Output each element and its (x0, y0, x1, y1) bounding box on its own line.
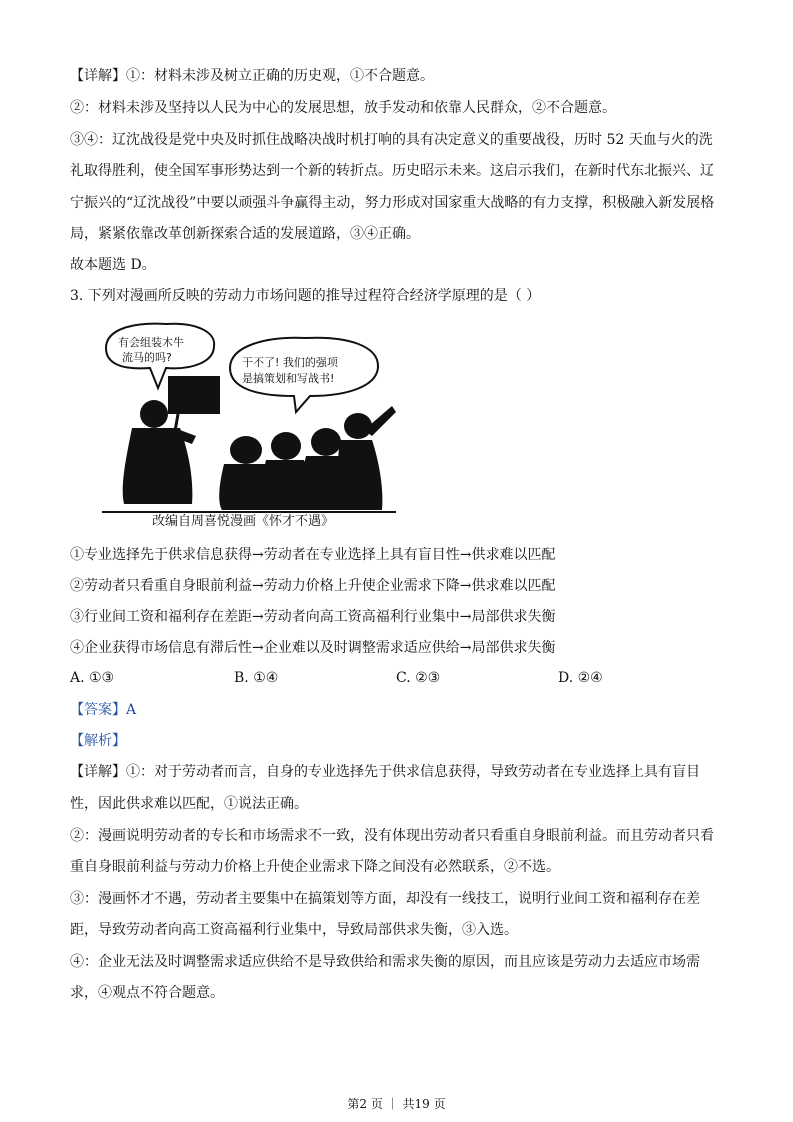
answer-line (70, 700, 136, 720)
option-c: C. ②③ (396, 670, 441, 686)
analysis-line: ②：漫画说明劳动者的专长和市场需求不一致，没有体现出劳动者只看重自身眼前利益。而且劳动者只看 (70, 828, 714, 844)
analysis-line: 性，因此供求难以匹配，①说法正确。 (70, 796, 308, 812)
option-d: D. ②④ (558, 670, 603, 686)
statement-2: ②劳动者只看重自身眼前利益→劳动力价格上升使企业需求下降→供求难以匹配 (70, 578, 556, 594)
speech-right-line: 是搞策划和写战书! (242, 372, 335, 385)
speech-left-line: 流马的吗? (122, 351, 172, 364)
analysis-line: ④：企业无法及时调整需求适应供给不是导致供给和需求失衡的原因，而且应该是劳动力去适应市场需 (70, 954, 700, 970)
statement-1: ①专业选择先于供求信息获得→劳动者在专业选择上具有盲目性→供求难以匹配 (70, 547, 556, 563)
analysis-line: ③：漫画怀才不遇，劳动者主要集中在搞策划等方面，却没有一线技工，说明行业间工资和福利存在差 (70, 891, 700, 907)
analysis-line: 距，导致劳动者向高工资高福利行业集中，导致局部供求失衡，③入选。 (70, 922, 518, 938)
answer-options (70, 668, 730, 688)
page-footer: 第2 页 ｜ 共19 页 (347, 1097, 446, 1111)
explanation-line: 局，紧紧依靠改革创新探索合适的发展道路，③④正确。 (70, 226, 420, 242)
statement-3: ③行业间工资和福利存在差距→劳动者向高工资高福利行业集中→局部供求失衡 (70, 609, 556, 625)
sign-board (168, 376, 220, 414)
crowd-figures (219, 406, 396, 510)
cartoon-caption: 改编自周喜悦漫画《怀才不遇》 (152, 514, 335, 529)
explanation-line: ②：材料未涉及坚持以人民为中心的发展思想，放手发动和依靠人民群众，②不合题意。 (70, 100, 616, 116)
conclusion-line: 故本题选 D。 (70, 257, 156, 273)
analysis-line: 【详解】①：对于劳动者而言，自身的专业选择先于供求信息获得，导致劳动者在专业选择上具有盲目 (70, 764, 700, 780)
cartoon-illustration (96, 318, 426, 540)
option-b: B. ①④ (234, 670, 279, 686)
explanation-line: 礼取得胜利，使全国军事形势达到一个新的转折点。历史昭示未来。这启示我们，在新时代东北振兴、辽 (70, 163, 714, 179)
statement-4: ④企业获得市场信息有滞后性→企业难以及时调整需求适应供给→局部供求失衡 (70, 640, 556, 656)
explanation-line: ③④：辽沈战役是党中央及时抓住战略决战时机打响的具有决定意义的重要战役，历时 52 天血与火的洗 (70, 132, 713, 148)
speech-right-line: 干不了! 我们的强项 (242, 356, 338, 369)
option-a: A. ①③ (70, 670, 115, 686)
analysis-line: 求，④观点不符合题意。 (70, 985, 224, 1001)
explanation-line: 宁振兴的“辽沈战役”中要以顽强斗争赢得主动，努力形成对国家重大战略的有力支撑，积极融入新发展格 (70, 195, 715, 211)
explanation-line: 【详解】①：材料未涉及树立正确的历史观，①不合题意。 (70, 68, 434, 84)
analysis-line: 重自身眼前利益与劳动力价格上升使企业需求下降之间没有必然联系，②不选。 (70, 859, 560, 875)
question-3-stem: 3. 下列对漫画所反映的劳动力市场问题的推导过程符合经济学原理的是（ ） (70, 288, 541, 304)
left-figure-head (140, 400, 168, 428)
analysis-title: 【解析】 (70, 733, 126, 749)
speech-left-line: 有会组装木牛 (118, 336, 184, 349)
answer-label: 【答案】A (70, 702, 137, 718)
